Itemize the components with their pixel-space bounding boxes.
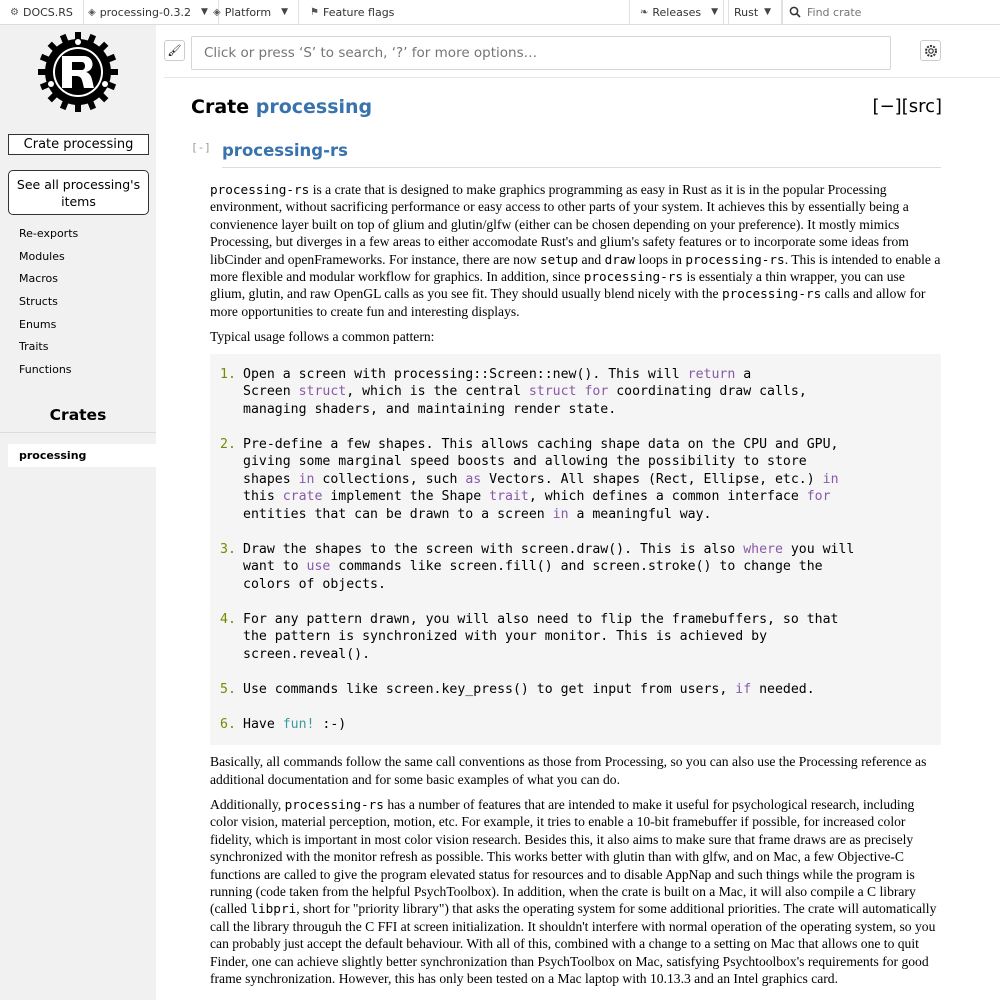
page-title-prefix: Crate	[191, 96, 256, 118]
top-nav	[0, 0, 1000, 25]
code-list-item	[220, 436, 941, 524]
releases-label: Releases	[652, 5, 702, 19]
docsrs-label: DOCS.RS	[22, 5, 73, 19]
sidebar-item-modules[interactable]: Modules	[19, 249, 65, 263]
step-number: 2.	[220, 436, 236, 452]
section-heading[interactable]: processing-rs	[222, 141, 348, 160]
sidebar-item-re-exports[interactable]: Re-exports	[19, 227, 79, 240]
settings-button[interactable]	[920, 40, 941, 61]
intro-text: is essentialy a thin wrapper, you can use glium, glutin, and raw OpenGL calls as you see fit. They should usually blend nicely with the	[210, 269, 905, 302]
chevron-down-icon: ▼	[281, 7, 289, 17]
intro-text: calls and allow for more opportunities to create fun and interesting displays.	[210, 286, 926, 319]
rust-label: Rust	[734, 5, 759, 19]
sidebar-item-enums[interactable]: Enums	[19, 317, 57, 331]
intro-text: loops in	[635, 251, 686, 267]
intro-text: is a crate that is designed to make graphics programming as easy in Rust as it is in the popular Processing environment, without sacrificing performance or easy access to other parts of your system. It achieves this by essentially being a convienence layer built on top of glium and glutin/glfw (either can be chosen depending on your preference). It mostly mimics Processing, but diverges in a few areas to either accomodate Rust's and glium's safety features or to incorporate some ideas from libCinder and openFrameworks. For instance, there are now	[210, 182, 909, 267]
typical-usage-paragraph: Typical usage follows a common pattern:	[210, 329, 435, 345]
sidebar-item-structs[interactable]: Structs	[19, 295, 58, 309]
additionally-paragraph: Additionally, processing-rs has a number of features that are intended to make it useful for psychological research, including color vision, material perception, motion, etc. For example, it tries to enable a 10-bit framebuffer if possible, for increased color fidelity, which is important in most color vision research. Besides this, it also aims to make sure that frame draws are as precisely synchronized with the monitor refresh as possible. This works better with glutin than with glfw, and on Mac, a few Objective-C functions are called to give the program elevated status for resources and to disable AppNap and such things while the program is running (code taken from the helpful PsychToolbox). In addition, when the crate is built on a Mac, it will also compile a C library (called libpri, short for "priority library") that asks the operating system for some additional priorities. The crate will automatically call the library througuh the C FFI at screen initialization. It shouldn't interfere with normal operation of the operating system, so you can probably just accept the default behaviour. With all of this, combined with a change to a setting on Mac that allows one to quit Finder, one can achieve slightly better synchronization than PsychToolbox on Mac, satisfying Psychtoolbox's requirements for good frame synchronization. However, this has only been tested on a Mac laptop with 10.13.3 and an Intel graphics card.	[210, 796, 937, 987]
chevron-down-icon: ▼	[764, 7, 772, 17]
inline-code: libpri	[250, 901, 297, 917]
step-text: For any pattern drawn, you will also need to flip the framebuffers, so that the pattern is synchronized with your monitor. This is achieved by screen.reveal().	[243, 611, 839, 662]
leaf-icon: ❧	[640, 6, 649, 18]
theme-picker-button[interactable]	[164, 40, 185, 61]
see-all-items-button[interactable]: See all processing's items	[8, 170, 149, 215]
step-text: Open a screen with processing::Screen::new(). This will return a Screen struct, which is the central struct for coordinating draw calls, managing shaders, and maintaining render state.	[243, 366, 807, 417]
inline-code: processing-rs	[583, 269, 684, 285]
step-number: 3.	[220, 541, 236, 557]
inline-code: processing-rs	[284, 796, 384, 812]
step-text: Pre-define a few shapes. This allows caching shape data on the CPU and GPU, giving some marginal speed boosts and allowing the possibility to store shapes in collections, such as Vectors. All shapes (Rect, Ellipse, etc.) in this crate implement the Shape trait, which defines a common interface for entities that can be drawn to a screen in a meaningful way.	[243, 436, 839, 522]
page-title-crate-link[interactable]: processing	[255, 96, 373, 118]
step-text: Have fun! :-)	[243, 716, 347, 732]
section-divider	[222, 167, 941, 168]
crate-version-menu[interactable]	[78, 0, 219, 24]
inline-code: draw	[604, 251, 636, 267]
gear-icon	[924, 44, 938, 58]
code-list-item	[220, 716, 941, 734]
step-number: 6.	[220, 716, 236, 732]
steps-list	[220, 366, 941, 734]
crate-version-label: processing-0.3.2	[99, 5, 191, 19]
chevron-down-icon: ▼	[200, 7, 208, 17]
step-number: 5.	[220, 681, 236, 697]
search-icon	[789, 6, 801, 18]
step-text: Draw the shapes to the screen with screen.draw(). This is also where you will want to use commands like screen.fill() and screen.stroke() to change the colors of objects.	[243, 541, 855, 592]
intro-paragraph	[210, 181, 941, 320]
collapse-toggle[interactable]: [-]	[191, 141, 211, 154]
step-number: 4.	[220, 611, 236, 627]
releases-menu[interactable]	[629, 0, 729, 24]
paintbrush-icon: 🖌	[167, 45, 182, 57]
flag-icon: ⚑	[310, 6, 319, 18]
sidebar-divider	[0, 432, 156, 433]
code-list-item	[220, 611, 941, 664]
sidebar	[0, 25, 156, 1000]
docblock	[210, 181, 941, 987]
crates-heading: Crates	[49, 406, 107, 424]
inline-code: processing-rs	[685, 251, 785, 267]
chevron-down-icon: ▼	[711, 7, 719, 17]
find-crate	[782, 0, 1000, 24]
rust-menu[interactable]	[723, 0, 782, 24]
intro-text: . This is intended to enable a more flexible and modular workflow for graphics. In addition, since	[210, 251, 941, 285]
platform-label: Platform	[224, 5, 272, 19]
sidebar-item-functions[interactable]: Functions	[19, 363, 72, 377]
code-block	[210, 354, 941, 746]
search-input[interactable]	[191, 36, 891, 70]
docsrs-home-link[interactable]	[0, 0, 84, 24]
code-list-item	[220, 541, 941, 594]
find-crate-input[interactable]	[807, 6, 987, 19]
page-title	[191, 96, 372, 118]
cube-icon: ◈	[213, 6, 221, 18]
crate-list-item[interactable]: processing	[8, 444, 156, 467]
intro-text: and	[578, 251, 605, 267]
platform-menu[interactable]	[200, 0, 299, 24]
crate-location-label[interactable]: Crate processing	[8, 134, 149, 155]
sidebar-item-traits[interactable]: Traits	[19, 340, 49, 354]
feature-flags-link[interactable]	[300, 0, 404, 24]
cube-icon: ◈	[88, 6, 96, 18]
search-divider	[164, 77, 1000, 78]
rust-logo-icon	[38, 32, 118, 112]
step-text: Use commands like screen.key_press() to get input from users, if needed.	[243, 681, 815, 697]
code-list-item	[220, 366, 941, 419]
sidebar-item-macros[interactable]: Macros	[19, 272, 59, 286]
basically-paragraph: Basically, all commands follow the same call conventions as those from Processing, so you can also use the Processing reference as additional documentation and for some basic examples of what you can do.	[210, 754, 927, 787]
inline-code: setup	[539, 251, 579, 267]
collapse-src-links[interactable]: [−][src]	[872, 96, 942, 117]
inline-code: processing-rs	[721, 286, 822, 302]
step-number: 1.	[220, 366, 236, 382]
feature-flags-label: Feature flags	[322, 5, 395, 19]
sidebar-links	[19, 226, 78, 385]
code-list-item	[220, 681, 941, 699]
docsrs-logo-icon: ⚙	[10, 6, 19, 18]
inline-code: processing-rs	[210, 182, 310, 197]
